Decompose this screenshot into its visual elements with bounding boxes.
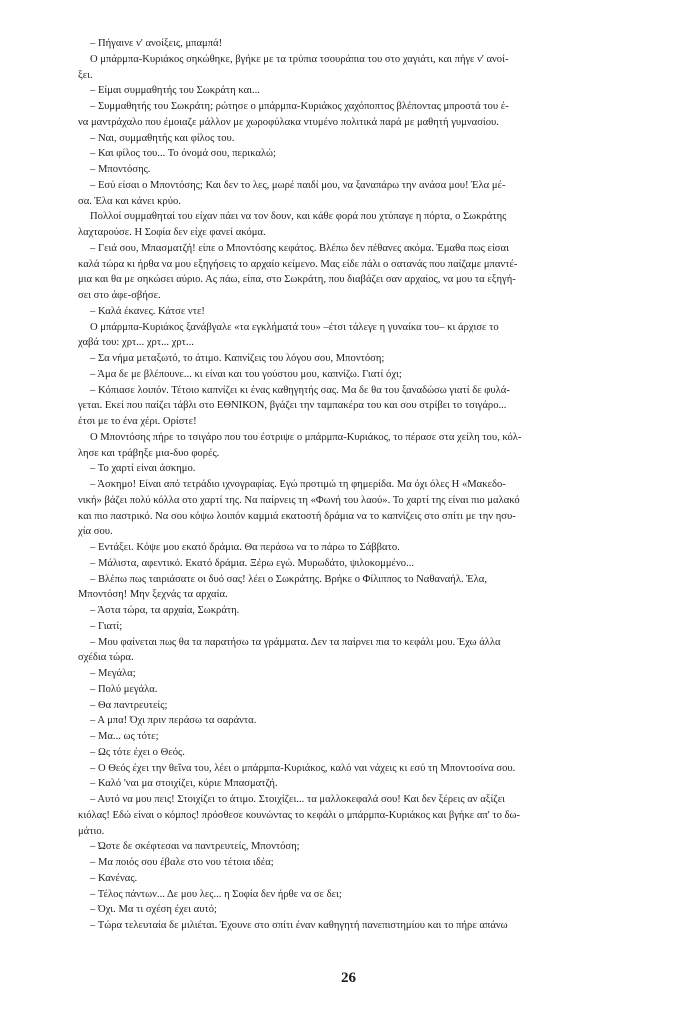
- text-line: λαχταρούσε. Η Σοφία δεν είχε φανεί ακόμα.: [78, 227, 266, 238]
- text-line: – Πήγαινε ν' ανοίξεις, μπαμπά!: [90, 38, 223, 49]
- text-line: – Μποντόσης.: [90, 164, 151, 175]
- text-line: μια και θα με σηκώσει αύριο. Ας πάω, είπα, στο Σωκράτη, που διαβάζει σαν αρχαίος, να μου τα εξηγή-: [78, 274, 516, 286]
- text-line: – Το χαρτί είναι άσκημο.: [90, 463, 196, 475]
- text-line: ξει.: [78, 69, 93, 81]
- text-line: καλά τώρα κι ήρθα να μου εξηγήσεις το αρχαίο κείμενο. Μας είδε πάλι ο σατανάς που παίζαμε μπαντέ-: [78, 258, 518, 270]
- text-line: νική» βάζει πολύ κόλλα στο χαρτί της. Να παίρνεις τη «Φωνή του λαού». Το χαρτί της είναι πιο μαλακό: [78, 494, 520, 506]
- text-line: – Πολύ μεγάλα.: [90, 683, 158, 695]
- text-line: – Τώρα τελευταία δε μιλιέται. Έχουνε στο σπίτι έναν καθηγητή πανεπιστημίου και το πήρε απάνω: [90, 920, 508, 931]
- text-line: – Σα νήμα μεταξωτό, το άτιμο. Καπνίζεις του λόγου σου, Μποντόση;: [90, 353, 385, 364]
- body-text: [78, 36, 656, 934]
- text-line: Ο Μποντόσης πήρε το τσιγάρο που του έστριψε ο μπάρμπα-Κυριάκος, το πέρασε στα χείλη του, κόλ-: [90, 431, 522, 443]
- text-line: – Γιατί;: [90, 620, 123, 632]
- text-line: – Εσύ είσαι ο Μποντόσης; Και δεν το λες, μωρέ παιδί μου, να ξαναπάρω την ανάσα μου! Έλα μέ-: [90, 179, 506, 191]
- text-line: – Είμαι συμμαθητής του Σωκράτη και...: [90, 85, 260, 97]
- text-line: γεται. Εκεί που παίζει τάβλι στο ΕΘΝΙΚΟΝ, βγάζει την ταμπακέρα του και σου στρίβει το τσιγάρο...: [78, 400, 507, 412]
- text-line: να μαντράχαλο που έμοιαζε μάλλον με χωροφύλακα ντυμένο πολιτικά παρά με μαθητή γυμνασίου.: [78, 116, 499, 128]
- text-line: – Άστα τώρα, τα αρχαία, Σωκράτη.: [90, 605, 240, 616]
- text-line: έτσι με το ένα χέρι. Ορίστε!: [78, 416, 197, 427]
- text-line: και πιο παστρικό. Να σου κόψω λοιπόν καμμιά εκατοστή δράμια να το καπνίζεις στο σπίτι με την ησυ-: [78, 510, 516, 522]
- text-line: – Θα παντρευτείς;: [90, 699, 168, 711]
- text-line: – Α μπα! Όχι πριν περάσω τα σαράντα.: [90, 715, 257, 727]
- text-line: – Ναι, συμμαθητής και φίλος του.: [90, 132, 235, 144]
- text-line: – Και φίλος του... Το όνομά σου, περικαλώ;: [90, 148, 276, 160]
- text-line: – Μα ποιός σου έβαλε στο νου τέτοια ιδέα;: [90, 857, 274, 868]
- text-line: – Άσκημο! Είναι από τετράδιο ιχνογραφίας. Εγώ προτιμώ τη φημερίδα. Μα όχι όλες Η «Μακεδο-: [90, 479, 506, 490]
- text-line: – Ώστε δε σκέφτεσαι να παντρευτείς, Μποντόση;: [90, 841, 300, 853]
- text-line: – Αυτό να μου πεις! Στοιχίζει το άτιμο. Στοιχίζει... τα μαλλοκεφαλά σου! Και δεν ξέρεις αν αξίζει: [90, 794, 505, 805]
- text-line: σχέδια τώρα.: [78, 652, 134, 664]
- text-line: – Μα... ως τότε;: [90, 731, 159, 742]
- text-line: λησε και τράβηξε μια-δυο φορές.: [78, 447, 220, 459]
- text-line: – Ως τότε έχει ο Θεός.: [90, 746, 185, 758]
- text-line: – Άμα δε με βλέπουνε... κι είναι και του γούστου μου, καπνίζω. Γιατί όχι;: [90, 368, 402, 380]
- text-line: – Μάλιστα, αφεντικό. Εκατό δράμια. Ξέρω εγώ. Μυρωδάτο, ψιλοκομμένο...: [90, 557, 415, 569]
- text-line: – Εντάξει. Κόψε μου εκατό δράμια. Θα περάσω να το πάρω το Σάββατο.: [90, 542, 400, 553]
- text-line: μάτιο.: [78, 825, 105, 837]
- page-number: 26: [341, 970, 356, 986]
- text-line: – Τέλος πάντων... Δε μου λες... η Σοφία δεν ήρθε να σε δει;: [90, 888, 342, 900]
- text-line: – Καλά έκανες. Κάτσε ντε!: [90, 305, 205, 317]
- text-line: σει στο άφε-σβήσε.: [78, 290, 161, 301]
- text-line: κιόλας! Εδώ είναι ο κόμπος! πρόσθεσε κουνώντας το κεφάλι ο μπάρμπα-Κυριάκος και βγήκε απ' το δω-: [78, 809, 521, 821]
- text-line: Ο μπάρμπα-Κυριάκος σηκώθηκε, βγήκε με τα τρύπια τσουράπια του στο χαγιάτι, και πήγε ν' ανοί-: [90, 53, 509, 65]
- text-line: χαβά του: χρτ... χρτ... χρτ...: [78, 337, 194, 349]
- text-line: – Όχι. Μα τι σχέση έχει αυτό;: [90, 904, 217, 916]
- text-line: – Καλό 'ναι μα στοιχίζει, κύριε Μπασματζή.: [90, 778, 278, 790]
- text-line: – Συμμαθητής του Σωκράτη; ρώτησε ο μπάρμπα-Κυριάκος χαχόποπτος βλέποντας μπροστά του έ-: [90, 101, 509, 112]
- text-line: σα. Έλα και κάνει κρύο.: [78, 195, 181, 207]
- text-line: – Κόπιασε λοιπόν. Τέτοιο καπνίζει κι ένας καθηγητής σας. Μα δε θα του ξαναδώσω γιατί δε φυλά-: [90, 384, 510, 396]
- text-line: – Μου φαίνεται πως θα τα παρατήσω τα γράμματα. Δεν τα παίρνει πια το κεφάλι μου. Έχω άλλα: [90, 636, 501, 648]
- text-line: Ο μπάρμπα-Κυριάκος ξανάβγαλε «τα εγκλήματά του» –έτσι τάλεγε η γυναίκα του– κι άρχισε το: [90, 321, 499, 333]
- text-line: Πολλοί συμμαθηταί του είχαν πάει να τον δουν, και κάθε φορά που χτύπαγε η πόρτα, ο Σωκράτης: [90, 211, 507, 223]
- text-line: Μποντόση! Μην ξεχνάς τα αρχαία.: [78, 589, 228, 601]
- text-line: – Γειά σου, Μπασματζή! είπε ο Μποντόσης κεφάτος. Βλέπω δεν πέθανες ακόμα. Έμαθα πως είσαι: [90, 242, 509, 254]
- text-line: – Κανένας.: [90, 872, 138, 884]
- text-line: – Μεγάλα;: [90, 668, 136, 679]
- text-line: χία σου.: [78, 526, 113, 538]
- text-line: – Βλέπω πως ταιριάσατε οι δυό σας! λέει ο Σωκράτης. Βρήκε ο Φίλιππος το Ναθαναήλ. Έλα,: [90, 573, 487, 585]
- text-line: – Ο Θεός έχει την θεΐνα του, λέει ο μπάρμπα-Κυριάκος, καλό ναι νάχεις κι εσύ τη Μποντοσίνα σου.: [90, 762, 516, 774]
